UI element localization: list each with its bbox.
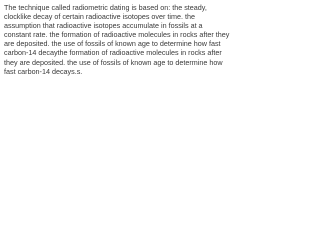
question-card (0, 0, 235, 88)
question-text: The technique called radiometric dating is based on: the steady, clocklike decay of certain radioactive isotopes over time. the assumption that radioactive isotopes accumulate in fossils at a constant rate. the formation of radioactive molecules in rocks after they are deposited. the use of fossils of known age to determine how fast carbon-14 decaythe formation of radioactive molecules in rocks after they are deposited. the use of fossils of known age to determine how fast carbon-14 decays.s. (4, 3, 230, 76)
